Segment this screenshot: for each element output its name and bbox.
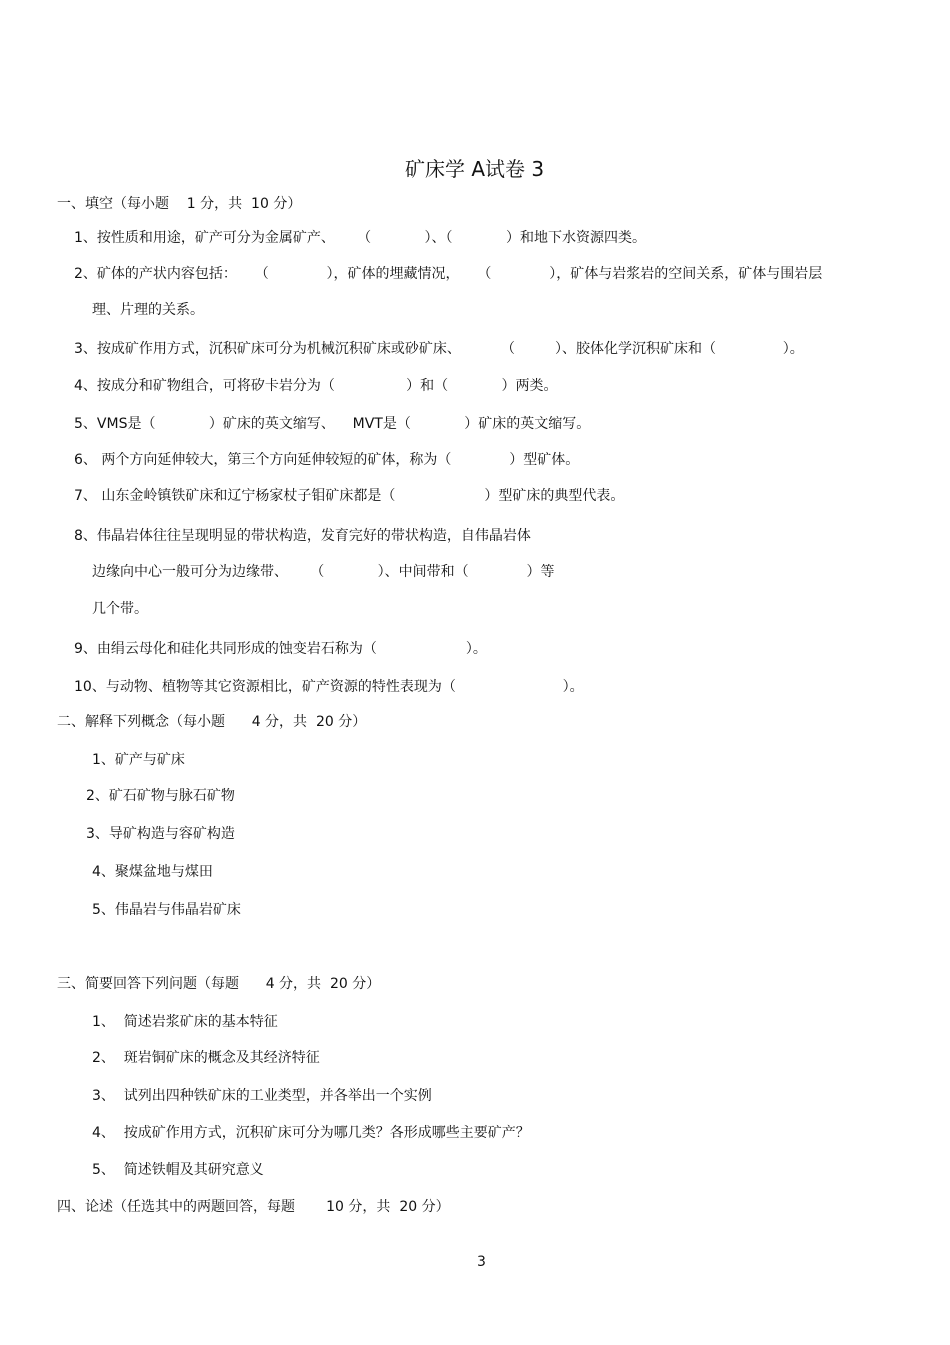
question-2-line-1: 2、矿体的产状内容包括： （ ），矿体的埋藏情况， （ ），矿体与岩浆岩的空间关系，矿体与围岩层 — [74, 266, 823, 282]
page-number: 3 — [477, 1254, 486, 1270]
question-8-line-2: 边缘向中心一般可分为边缘带、 （ ）、中间带和（ ）等 — [92, 564, 555, 580]
section-1-heading: 一、填空（每小题 1 分，共 10 分） — [57, 196, 302, 212]
section-4-heading: 四、论述（任选其中的两题回答，每题 10 分，共 20 分） — [57, 1199, 450, 1215]
short-answer-5: 5、 简述铁帽及其研究意义 — [92, 1162, 264, 1178]
short-answer-2: 2、 斑岩铜矿床的概念及其经济特征 — [92, 1050, 320, 1066]
question-9: 9、由绢云母化和硅化共同形成的蚀变岩石称为（ ）。 — [74, 641, 487, 657]
question-10: 10、与动物、植物等其它资源相比，矿产资源的特性表现为（ ）。 — [74, 679, 584, 695]
question-8-line-1: 8、伟晶岩体往往呈现明显的带状构造，发育完好的带状构造，自伟晶岩体 — [74, 528, 531, 544]
question-5: 5、VMS是（ ）矿床的英文缩写、 MVT是（ ）矿床的英文缩写。 — [74, 416, 591, 432]
question-4: 4、按成分和矿物组合，可将矽卡岩分为（ ）和（ ）两类。 — [74, 378, 558, 394]
section-2-heading: 二、解释下列概念（每小题 4 分，共 20 分） — [57, 714, 367, 730]
concept-3: 3、导矿构造与容矿构造 — [86, 826, 235, 842]
concept-5: 5、伟晶岩与伟晶岩矿床 — [92, 902, 241, 918]
concept-4: 4、聚煤盆地与煤田 — [92, 864, 213, 880]
short-answer-3: 3、 试列出四种铁矿床的工业类型，并各举出一个实例 — [92, 1088, 432, 1104]
short-answer-4: 4、 按成矿作用方式，沉积矿床可分为哪几类？各形成哪些主要矿产？ — [92, 1125, 530, 1141]
question-2-line-2: 理、片理的关系。 — [92, 302, 204, 318]
section-3-heading: 三、简要回答下列问题（每题 4 分，共 20 分） — [57, 976, 381, 992]
question-8-line-3: 几个带。 — [92, 601, 148, 617]
question-3: 3、按成矿作用方式，沉积矿床可分为机械沉积矿床或砂矿床、 （ ）、胶体化学沉积矿床和（ ）。 — [74, 341, 804, 357]
question-6: 6、 两个方向延伸较大，第三个方向延伸较短的矿体，称为（ ）型矿体。 — [74, 452, 580, 468]
page-title: 矿床学 A试卷 3 — [405, 157, 545, 181]
question-1: 1、按性质和用途，矿产可分为金属矿产、 （ ）、（ ）和地下水资源四类。 — [74, 230, 646, 246]
short-answer-1: 1、 简述岩浆矿床的基本特征 — [92, 1014, 278, 1030]
concept-2: 2、矿石矿物与脉石矿物 — [86, 788, 235, 804]
question-7: 7、 山东金岭镇铁矿床和辽宁杨家杖子钼矿床都是（ ）型矿床的典型代表。 — [74, 488, 625, 504]
concept-1: 1、矿产与矿床 — [92, 752, 185, 768]
